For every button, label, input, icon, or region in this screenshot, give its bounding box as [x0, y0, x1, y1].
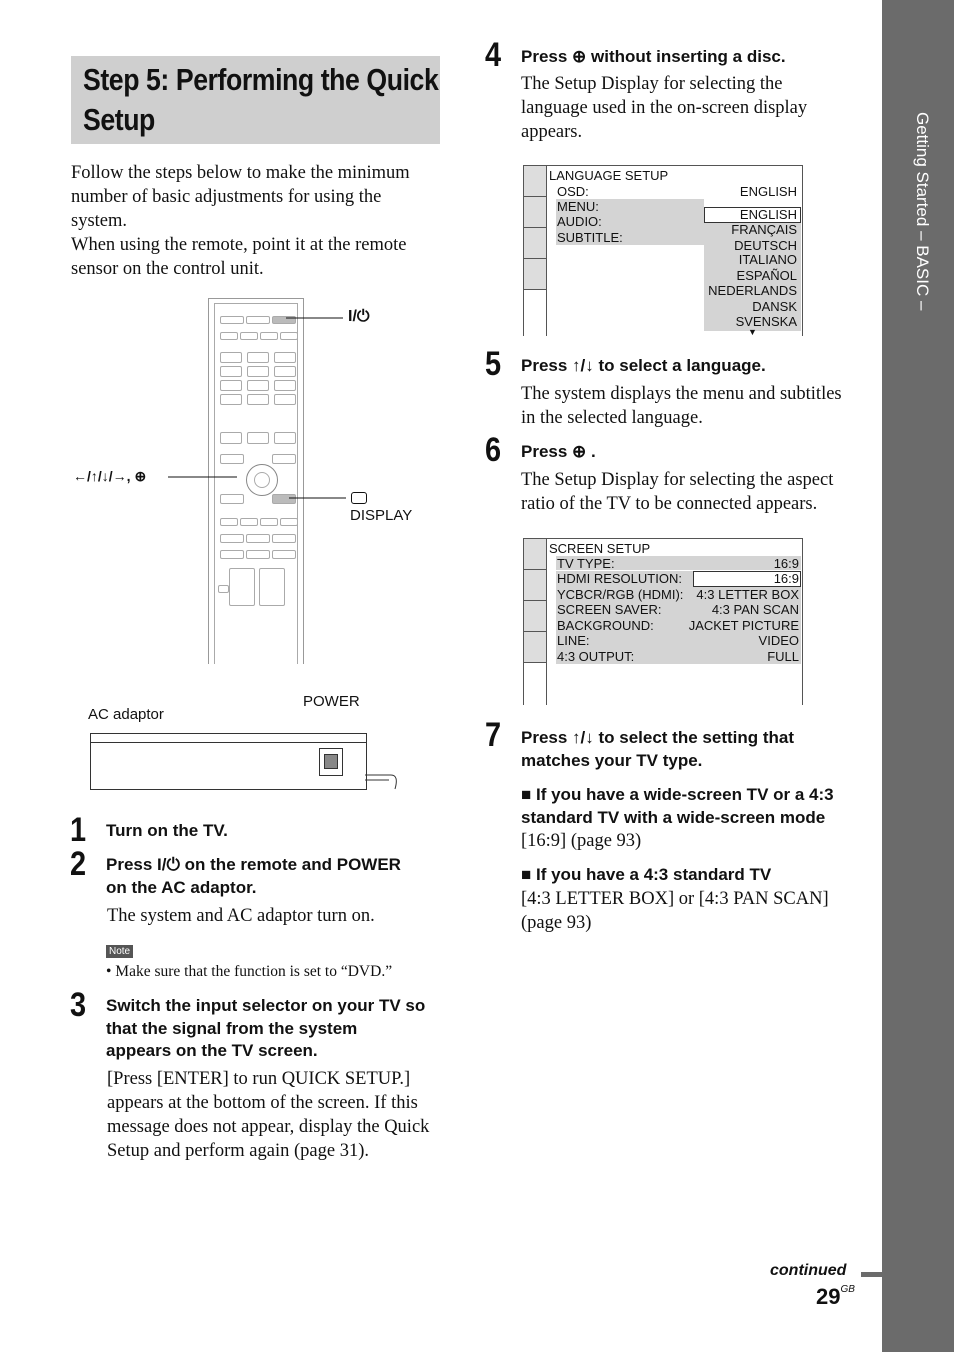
step-heading [106, 854, 446, 899]
option-heading [521, 784, 871, 829]
step-text-line: message does not appear, display the Quick [107, 1117, 430, 1137]
power-button-face [324, 754, 338, 769]
screen-setup-screen [523, 538, 803, 705]
remote-key [272, 534, 296, 543]
setting-value: JACKET PICTURE [688, 618, 799, 633]
option-text [521, 887, 871, 935]
step-text [521, 382, 871, 430]
language-option: SVENSKA [735, 314, 797, 329]
screen-title: SCREEN SETUP [549, 541, 651, 556]
step-number: 4 [485, 36, 502, 74]
setting-label: 4:3 OUTPUT: [557, 649, 635, 664]
display-icon [351, 492, 367, 504]
setting-value: FULL [767, 649, 799, 664]
adaptor-edge [91, 742, 366, 743]
step-text-line: appears at the bottom of the screen. If this [107, 1093, 418, 1113]
step-number: 5 [485, 345, 502, 383]
page-number-suffix: GB [840, 1284, 855, 1295]
setting-value: 4:3 LETTER BOX [696, 587, 799, 602]
step-heading-line: that the signal from the system [106, 1018, 358, 1038]
setting-label: YCBCR/RGB (HDMI): [557, 587, 684, 602]
option-text-line: (page 93) [521, 913, 592, 933]
remote-key [260, 518, 278, 526]
step-text-line: The Setup Display for selecting the [521, 74, 783, 94]
option-text: [16:9] (page 93) [521, 831, 642, 851]
step-heading-line: Press ↑/↓ to select the setting that [521, 728, 795, 747]
intro-line: Follow the steps below to make the minimum [71, 163, 410, 183]
remote-key [246, 550, 270, 559]
ac-adaptor-label: AC adaptor [88, 706, 164, 723]
power-label: POWER [303, 693, 360, 710]
intro-line: When using the remote, point it at the remote [71, 235, 407, 255]
step-heading-line: on the AC adaptor. [106, 877, 257, 897]
option-heading-line: ■ If you have a wide-screen TV or a 4:3 [521, 785, 834, 804]
step-number: 7 [485, 716, 502, 754]
setting-value: 16:9 [773, 571, 799, 586]
nav-callout: ←/↑/↓/→, ⊕ [73, 468, 147, 484]
step-heading-line: Switch the input selector on your TV so [106, 996, 426, 1015]
section-tab-label: Getting Started – BASIC – [913, 112, 932, 311]
step-heading: Turn on the TV. [106, 821, 228, 840]
step-heading: Press ⊕ . [521, 442, 596, 461]
step-text [521, 468, 871, 516]
note-label: Note [106, 945, 133, 958]
step-text-line: in the selected language. [521, 408, 703, 428]
intro-line: sensor on the control unit. [71, 259, 264, 279]
step-heading: Press ↑/↓ to select a language. [521, 356, 766, 375]
setting-label: OSD: [557, 184, 589, 199]
page-number-value: 29 [816, 1284, 841, 1309]
setting-label: HDMI RESOLUTION: [557, 571, 682, 586]
step-text-line: The Setup Display for selecting the aspect [521, 470, 834, 490]
note-text: • Make sure that the function is set to “DVD.” [106, 963, 393, 980]
setting-label: SCREEN SAVER: [557, 602, 662, 617]
step-heading-line: matches your TV type. [521, 750, 703, 770]
remote-tv-volume-rocker [259, 568, 285, 606]
language-option: DANSK [752, 299, 797, 314]
step-text-line: [Press [ENTER] to run QUICK SETUP.] [107, 1069, 411, 1089]
step-text [521, 72, 871, 144]
setting-label: TV TYPE: [557, 556, 615, 571]
step-text-line: appears. [521, 122, 583, 142]
step-text-line: ratio of the TV to be connected appears. [521, 494, 818, 514]
step-number: 1 [70, 811, 87, 849]
ac-adaptor-illustration [90, 733, 367, 790]
adaptor-cable [365, 755, 405, 795]
setting-label: MENU: [557, 199, 599, 214]
remote-volume-rocker [229, 568, 255, 606]
language-option: DEUTSCH [734, 238, 797, 253]
step-text-line: Setup and perform again (page 31). [107, 1141, 369, 1161]
step-heading-line: appears on the TV screen. [106, 1041, 318, 1060]
step-number: 2 [70, 845, 87, 883]
language-option: FRANÇAIS [731, 222, 797, 237]
option-text-line: [4:3 LETTER BOX] or [4:3 PAN SCAN] [521, 889, 829, 909]
more-arrow-icon: ▼ [748, 327, 757, 337]
intro-text [71, 161, 441, 281]
screen-title: LANGUAGE SETUP [549, 168, 669, 183]
setting-label: SUBTITLE: [557, 230, 623, 245]
continued-label: continued [770, 1262, 847, 1279]
remote-key [240, 518, 258, 526]
remote-key [220, 518, 238, 526]
remote-key [220, 534, 244, 543]
adaptor-power-button [319, 748, 343, 776]
remote-key [280, 518, 298, 526]
step-text-line: language used in the on-screen display [521, 98, 808, 118]
step-text [107, 1067, 452, 1163]
page-title: Step 5: Performing the Quick Setup [83, 62, 439, 137]
option-heading: ■ If you have a 4:3 standard TV [521, 865, 772, 884]
page-title-box [71, 56, 440, 144]
page-number [816, 1284, 855, 1310]
continued-bar [861, 1272, 882, 1277]
remote-key [246, 534, 270, 543]
language-option: ITALIANO [738, 252, 797, 267]
section-tab [882, 0, 954, 1352]
setting-value: 4:3 PAN SCAN [711, 602, 799, 617]
step-text-line: The system displays the menu and subtitles [521, 384, 842, 404]
remote-callout-lines [160, 305, 350, 505]
remote-key [272, 550, 296, 559]
setting-label: AUDIO: [557, 214, 602, 229]
step-heading-line: Press I/⏻ on the remote and POWER [106, 855, 401, 874]
language-option: ENGLISH [739, 207, 797, 222]
language-setup-screen [523, 165, 803, 336]
step-heading [521, 727, 871, 772]
screen-icon-column [524, 166, 547, 336]
remote-key [220, 550, 244, 559]
language-option: ESPAÑOL [736, 268, 797, 283]
setting-label: LINE: [557, 633, 590, 648]
step-heading: Press ⊕ without inserting a disc. [521, 47, 786, 66]
language-option: NEDERLANDS [708, 283, 797, 298]
display-callout: DISPLAY [350, 507, 413, 524]
remote-key [218, 585, 229, 593]
setting-label: BACKGROUND: [557, 618, 654, 633]
step-heading [106, 995, 451, 1063]
power-symbol-callout: I/⏻ [348, 308, 370, 325]
step-number: 3 [70, 986, 87, 1024]
intro-line: number of basic adjustments for using the [71, 187, 382, 207]
setting-value: ENGLISH [739, 184, 797, 199]
screen-icon-column [524, 539, 547, 705]
option-heading-line: standard TV with a wide-screen mode [521, 807, 826, 827]
step-number: 6 [485, 431, 502, 469]
setting-value: VIDEO [758, 633, 799, 648]
step-text: The system and AC adaptor turn on. [107, 906, 375, 926]
intro-line: system. [71, 211, 128, 231]
setting-value: 16:9 [773, 556, 799, 571]
